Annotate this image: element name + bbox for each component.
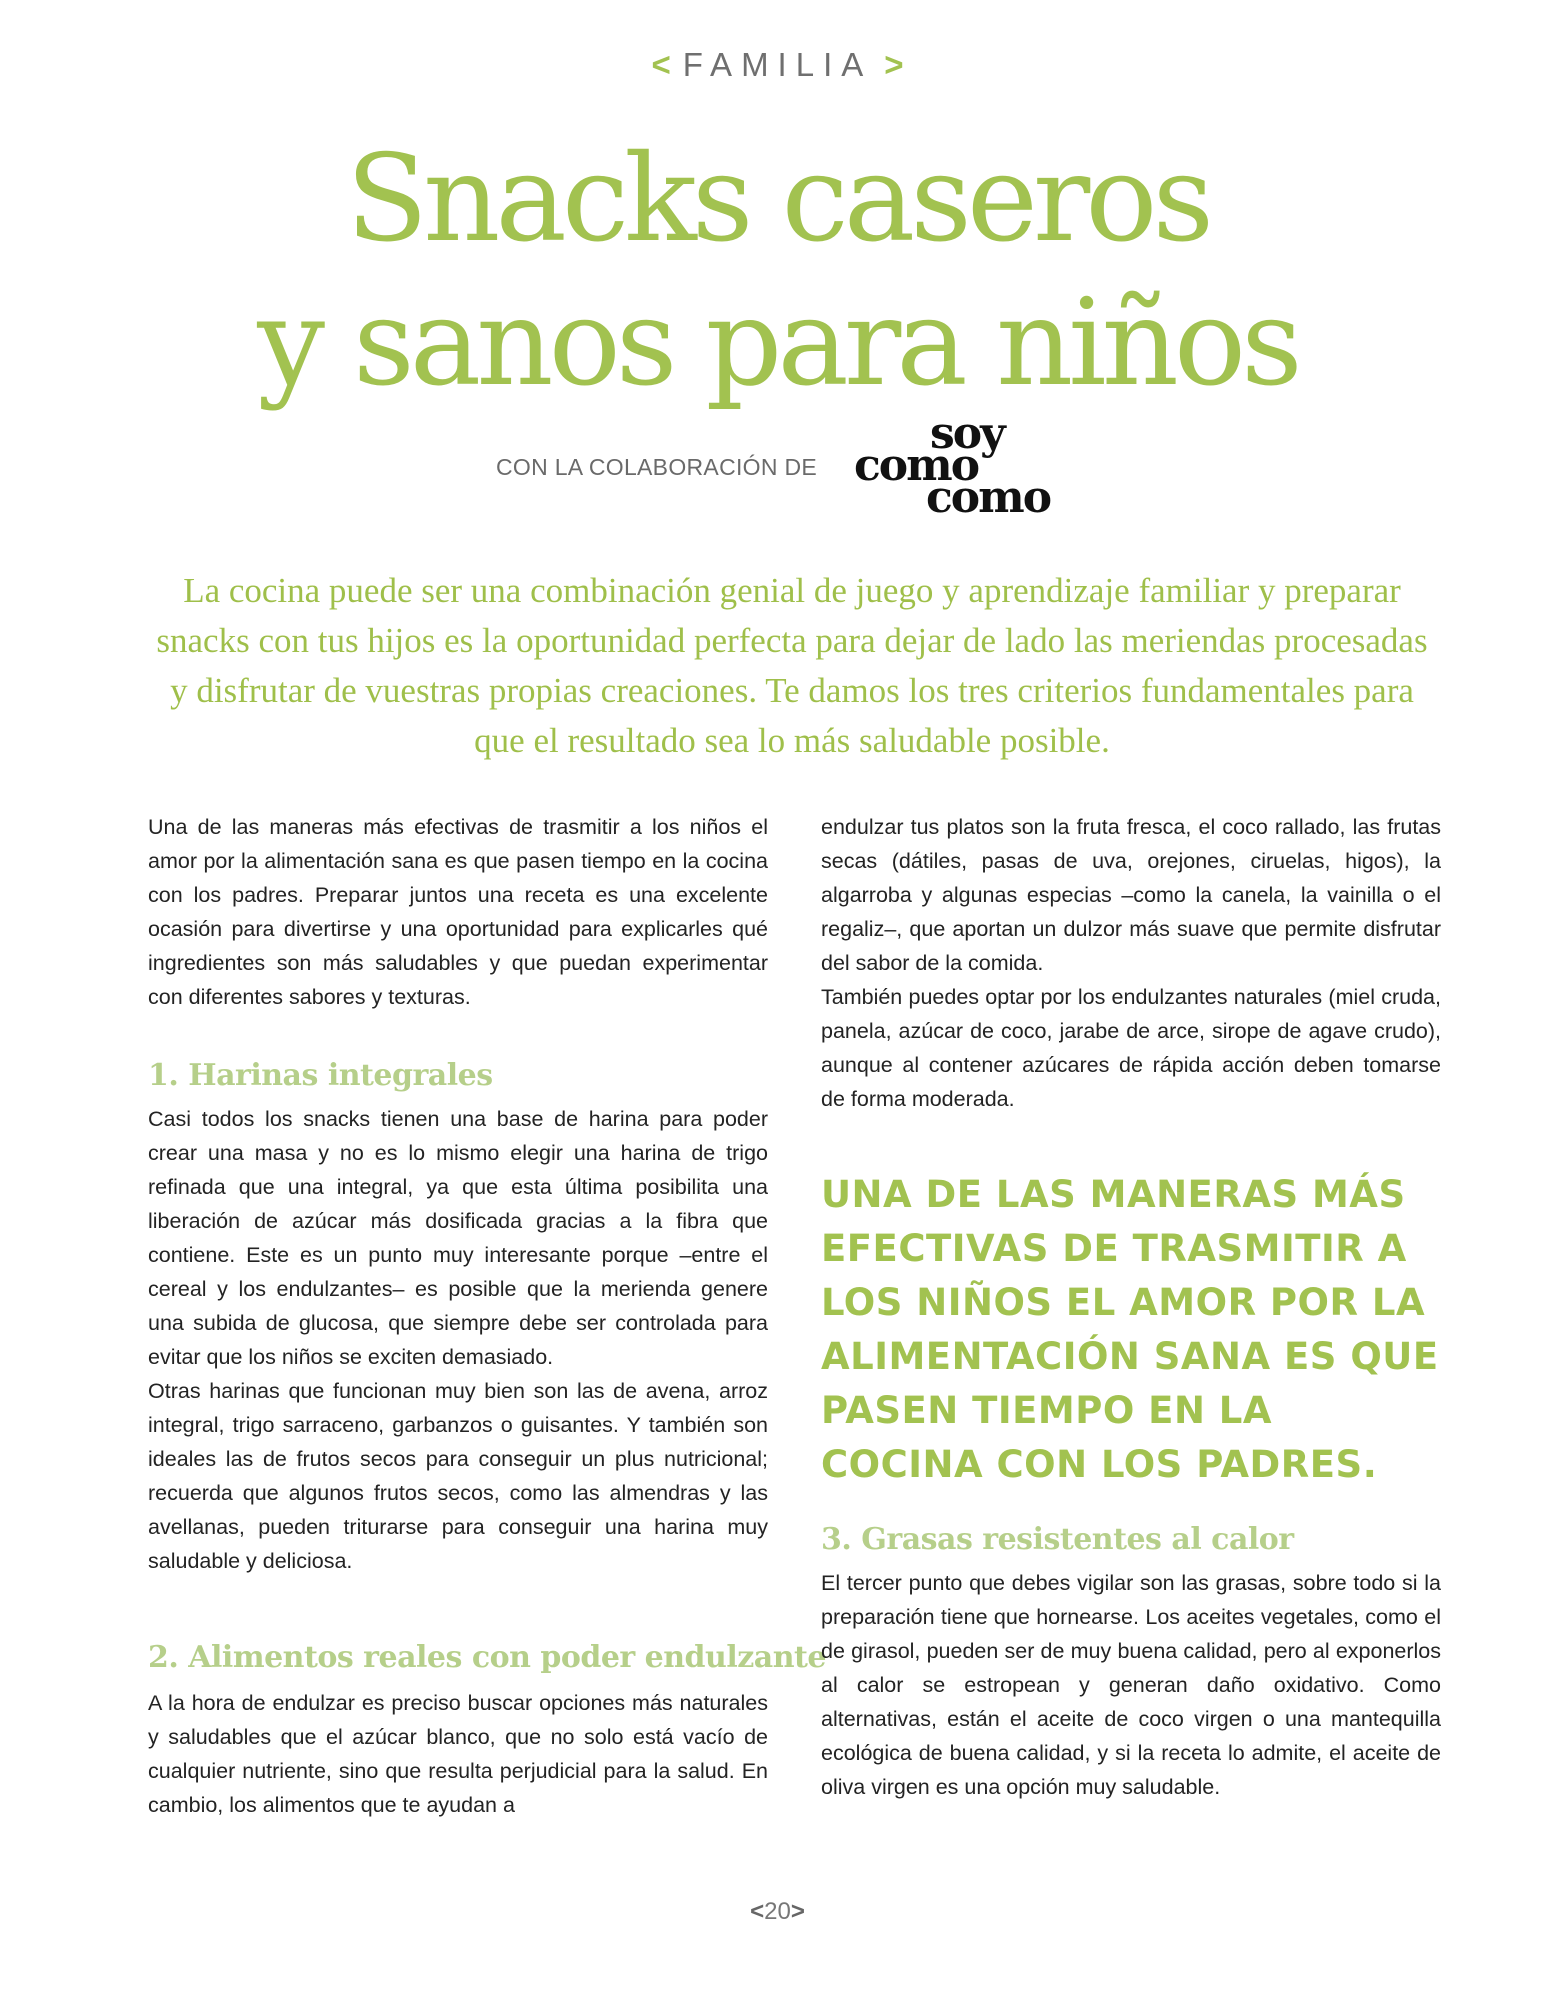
section-3-paragraph-1: El tercer punto que debes vigilar son las grasas, sobre todo si la preparación tiene que hornearse. Los aceites vegetales, como el de girasol, pueden ser de muy buena calidad, pero al exponerlos al calor se estropean y generan daño oxidativo. Como alternativas, están el aceite de coco virgen o una mantequilla ecológica de buena calidad, y si la receta lo admite, el aceite de oliva virgen es una opción muy saludable. — [821, 1571, 1441, 1799]
pull-quote: UNA DE LAS MANERAS MÁS EFECTIVAS DE TRASMITIR A LOS NIÑOS EL AMOR POR LA ALIMENTACIÓN SANA ES QUE PASEN TIEMPO EN LA COCINA CON LOS PADRES. — [821, 1173, 1439, 1486]
chevron-left-icon: < — [651, 46, 671, 83]
chevron-right-icon: > — [790, 1898, 805, 1925]
section-3-heading: 3. Grasas resistentes al calor — [821, 1522, 1294, 1557]
right-column — [821, 810, 1441, 1804]
section-2-heading: 2. Alimentos reales con poder endulzante — [148, 1640, 826, 1675]
section-label — [0, 46, 1555, 84]
title-line-2: y sanos para niños — [257, 274, 1298, 413]
section-1-paragraph-2: Otras harinas que funcionan muy bien son las de avena, arroz integral, trigo sarraceno, garbanzos o guisantes. Y también son ideales las de frutos secos para conseguir un plus nutricional; recuerda que algunos frutos secos, como las almendras y las avellanas, pueden triturarse para conseguir una harina muy saludable y deliciosa. — [148, 1379, 768, 1573]
chevron-right-icon: > — [884, 46, 904, 83]
section-1-heading: 1. Harinas integrales — [148, 1058, 493, 1093]
section-name: FAMILIA — [682, 46, 873, 83]
collaboration-label: CON LA COLABORACIÓN DE — [496, 454, 818, 480]
title-line-1: Snacks caseros — [345, 130, 1210, 269]
opening-paragraph: Una de las maneras más efectivas de trasmitir a los niños el amor por la alimentación sana es que pasen tiempo en la cocina con los padres. Preparar juntos una receta es una excelente ocasión para divertirse y una oportunidad para explicarles qué ingredientes son más saludables y que puedan experimentar con diferentes sabores y texturas. — [148, 815, 768, 1009]
logo-word-como-1: como — [854, 440, 979, 491]
logo-word-soy: soy — [930, 408, 1004, 459]
collaboration-credit — [0, 408, 1555, 523]
intro-paragraph: La cocina puede ser una combinación genial de juego y aprendizaje familiar y preparar snacks con tus hijos es la oportunidad perfecta para dejar de lado las meriendas procesadas y disfrutar de vuestras propias creaciones. Te damos los tres criterios fundamentales para que el resultado sea lo más saludable posible. — [156, 571, 1428, 760]
section-2-paragraph-1-end: endulzar tus platos son la fruta fresca, el coco rallado, las frutas secas (dátiles, pasas de uva, orejones, ciruelas, higos), la algarroba y algunas especias –como la canela, la vainilla o el regaliz–, que aportan un dulzor más suave que permite disfrutar del sabor de la comida. — [821, 815, 1441, 975]
page-number — [0, 1898, 1555, 1926]
chevron-left-icon: < — [750, 1898, 765, 1925]
section-2-paragraph-1-start: A la hora de endulzar es preciso buscar opciones más naturales y saludables que el azúcar blanco, que no solo está vacío de cualquier nutriente, sino que resulta perjudicial para la salud. En cambio, los alimentos que te ayudan a — [148, 1691, 768, 1817]
soycomocomo-logo — [850, 408, 1060, 523]
article-title — [0, 128, 1555, 416]
page-number-value: 20 — [764, 1898, 791, 1925]
left-column — [148, 810, 826, 1822]
logo-word-como-2: como — [926, 472, 1051, 523]
section-1-paragraph-1: Casi todos los snacks tienen una base de harina para poder crear una masa y no es lo mismo elegir una harina de trigo refinada que una integral, ya que esta última posibilita una liberación de azúcar más dosificada gracias a la fibra que contiene. Este es un punto muy interesante porque –entre el cereal y los endulzantes– es posible que la merienda genere una subida de glucosa, que siempre debe ser controlada para evitar que los niños se exciten demasiado. — [148, 1107, 768, 1369]
section-2-paragraph-2: También puedes optar por los endulzantes naturales (miel cruda, panela, azúcar de coco, jarabe de arce, sirope de agave crudo), aunque al contener azúcares de rápida acción deben tomarse de forma moderada. — [821, 985, 1441, 1111]
